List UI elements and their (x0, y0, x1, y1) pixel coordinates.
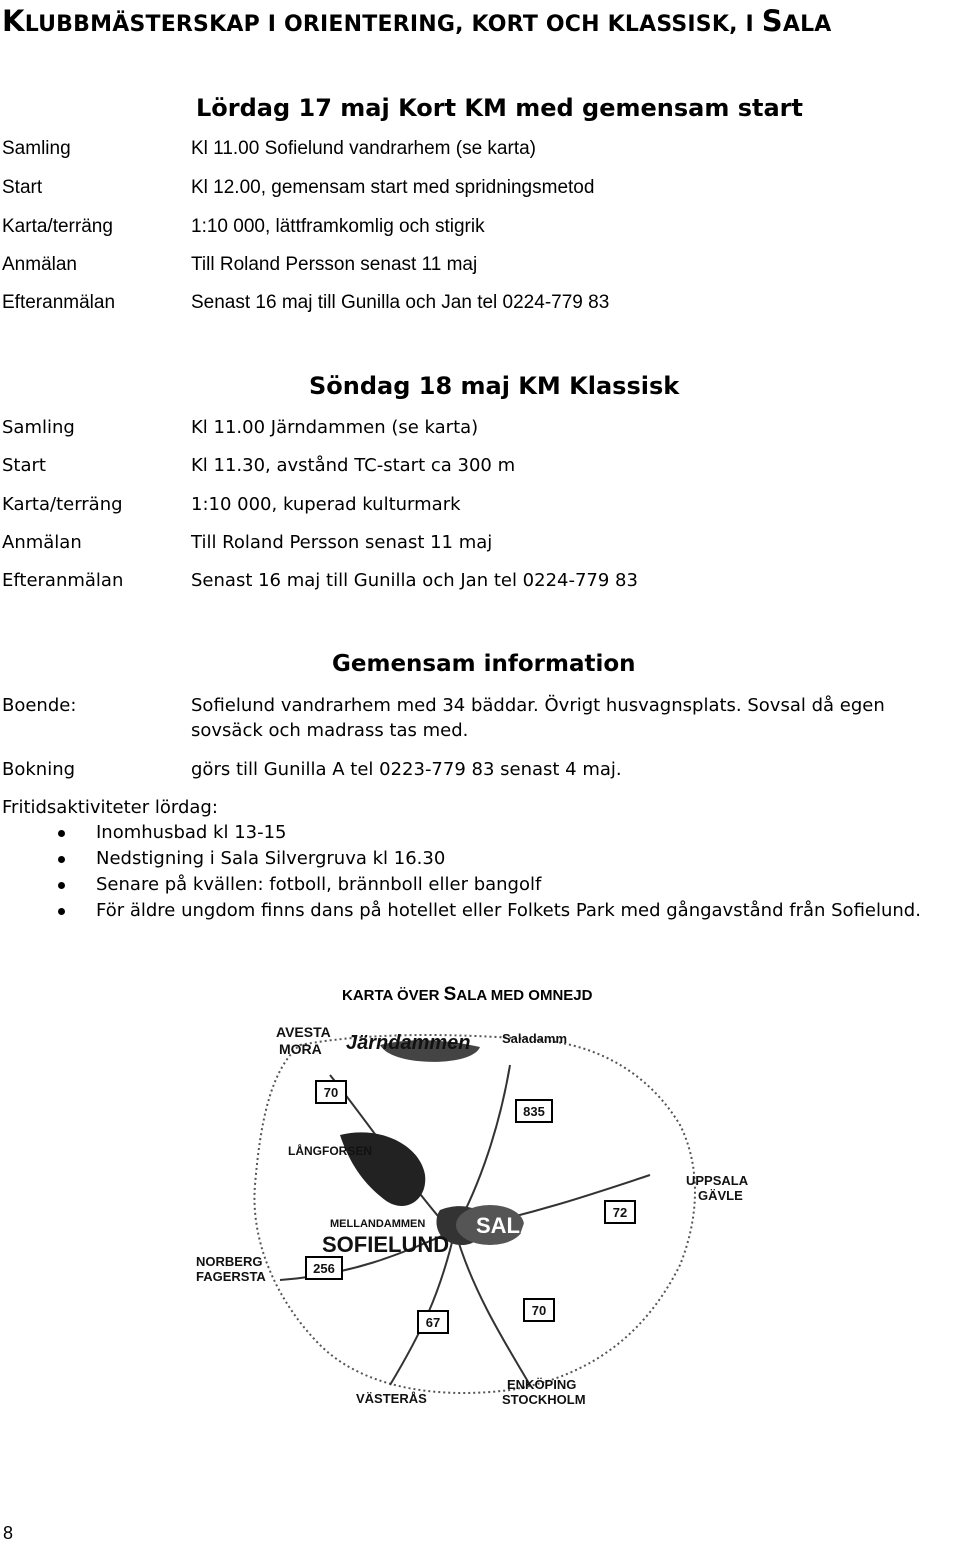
day1-efteranmalan-value: Senast 16 maj till Gunilla och Jan tel 0224-779 83 (191, 292, 610, 313)
label-enkoping: ENKÖPING (507, 1377, 577, 1392)
road-sign-70-south (524, 1299, 554, 1321)
boende-line2: sovsäck och madrass tas med. (191, 720, 469, 741)
label-fagersta: FAGERSTA (196, 1269, 266, 1284)
day1-samling-value: Kl 11.00 Sofielund vandrarhem (se karta) (191, 138, 536, 159)
road-sign-256 (306, 1257, 342, 1279)
list-item: Inomhusbad kl 13-15 (96, 822, 287, 843)
svg-text:72: 72 (612, 1205, 628, 1220)
day1-start-label: Start (2, 177, 43, 198)
day1-efteranmalan-label: Efteranmälan (2, 292, 116, 313)
day2-anmalan-label: Anmälan (2, 532, 82, 553)
day1-anmalan-label: Anmälan (2, 254, 77, 275)
fritid-label: Fritidsaktiviteter lördag: (2, 797, 218, 818)
road-line (455, 1230, 530, 1385)
day1-heading: Lördag 17 maj Kort KM med gemensam start (196, 94, 803, 122)
label-jarndammen: Järndammen (346, 1032, 471, 1054)
road-sign-835 (516, 1100, 552, 1122)
label-uppsala: UPPSALA (686, 1173, 749, 1188)
label-langforsen: LÅNGFORSEN (288, 1144, 372, 1158)
list-item: För äldre ungdom finns dans på hotellet eller Folkets Park med gångavstånd från Sofielund. (96, 900, 921, 921)
day2-karta-label: Karta/terräng (2, 494, 123, 515)
svg-text:67: 67 (425, 1315, 441, 1330)
label-mellandammen: MELLANDAMMEN (330, 1218, 426, 1230)
svg-text:70: 70 (323, 1085, 339, 1100)
list-item: Nedstigning i Sala Silvergruva kl 16.30 (96, 848, 446, 869)
page-number: 8 (3, 1523, 14, 1543)
day2-efteranmalan-label: Efteranmälan (2, 570, 124, 591)
bullet-icon (58, 856, 65, 863)
day2-karta-value: 1:10 000, kuperad kulturmark (191, 494, 461, 515)
svg-text:256: 256 (313, 1261, 335, 1276)
list-item: Senare på kvällen: fotboll, brännboll eller bangolf (96, 874, 542, 895)
label-avesta: AVESTA (276, 1024, 331, 1040)
label-sala: SALA (476, 1213, 536, 1238)
label-gavle: GÄVLE (698, 1188, 743, 1203)
road-line (455, 1065, 510, 1230)
road-sign-70-north (316, 1081, 346, 1103)
bokning-value: görs till Gunilla A tel 0223-779 83 senast 4 maj. (191, 759, 622, 780)
day2-start-value: Kl 11.30, avstånd TC-start ca 300 m (191, 455, 516, 476)
day1-anmalan-value: Till Roland Persson senast 11 maj (191, 254, 478, 275)
day2-heading: Söndag 18 maj KM Klassisk (309, 372, 680, 400)
bullet-icon (58, 882, 65, 889)
boende-label: Boende: (2, 695, 77, 716)
svg-text:835: 835 (523, 1104, 545, 1119)
label-stockholm: STOCKHOLM (502, 1392, 586, 1407)
road-sign-67 (418, 1311, 448, 1333)
page-title: KLUBBMÄSTERSKAP I ORIENTERING, KORT OCH KLASSISK, I SALA (2, 4, 832, 38)
day1-start-value: Kl 12.00, gemensam start med spridningsmetod (191, 177, 595, 198)
svg-text:70: 70 (531, 1303, 547, 1318)
bullet-icon (58, 908, 65, 915)
road-sign-72 (605, 1201, 635, 1223)
bullet-icon (58, 830, 65, 837)
label-norberg: NORBERG (196, 1254, 263, 1269)
day2-samling-label: Samling (2, 417, 75, 438)
label-mora: MORA (279, 1041, 322, 1057)
boende-line1: Sofielund vandrarhem med 34 bäddar. Övrigt husvagnsplats. Sovsal då egen (191, 695, 885, 716)
day1-karta-value: 1:10 000, lättframkomlig och stigrik (191, 216, 485, 237)
label-sofielund: SOFIELUND (322, 1232, 450, 1257)
common-heading: Gemensam information (332, 651, 636, 677)
day2-start-label: Start (2, 455, 46, 476)
label-vasteras: VÄSTERÅS (356, 1391, 427, 1406)
day2-anmalan-value: Till Roland Persson senast 11 maj (191, 532, 493, 553)
day1-karta-label: Karta/terräng (2, 216, 113, 237)
label-saladamm: Saladamm (502, 1031, 568, 1046)
day2-samling-value: Kl 11.00 Järndammen (se karta) (191, 417, 479, 438)
day1-samling-label: Samling (2, 138, 71, 159)
bokning-label: Bokning (2, 759, 76, 780)
day2-efteranmalan-value: Senast 16 maj till Gunilla och Jan tel 0224-779 83 (191, 570, 638, 591)
map-title: KARTA ÖVER SALA MED OMNEJD (342, 984, 593, 1005)
sala-map (180, 1015, 780, 1415)
